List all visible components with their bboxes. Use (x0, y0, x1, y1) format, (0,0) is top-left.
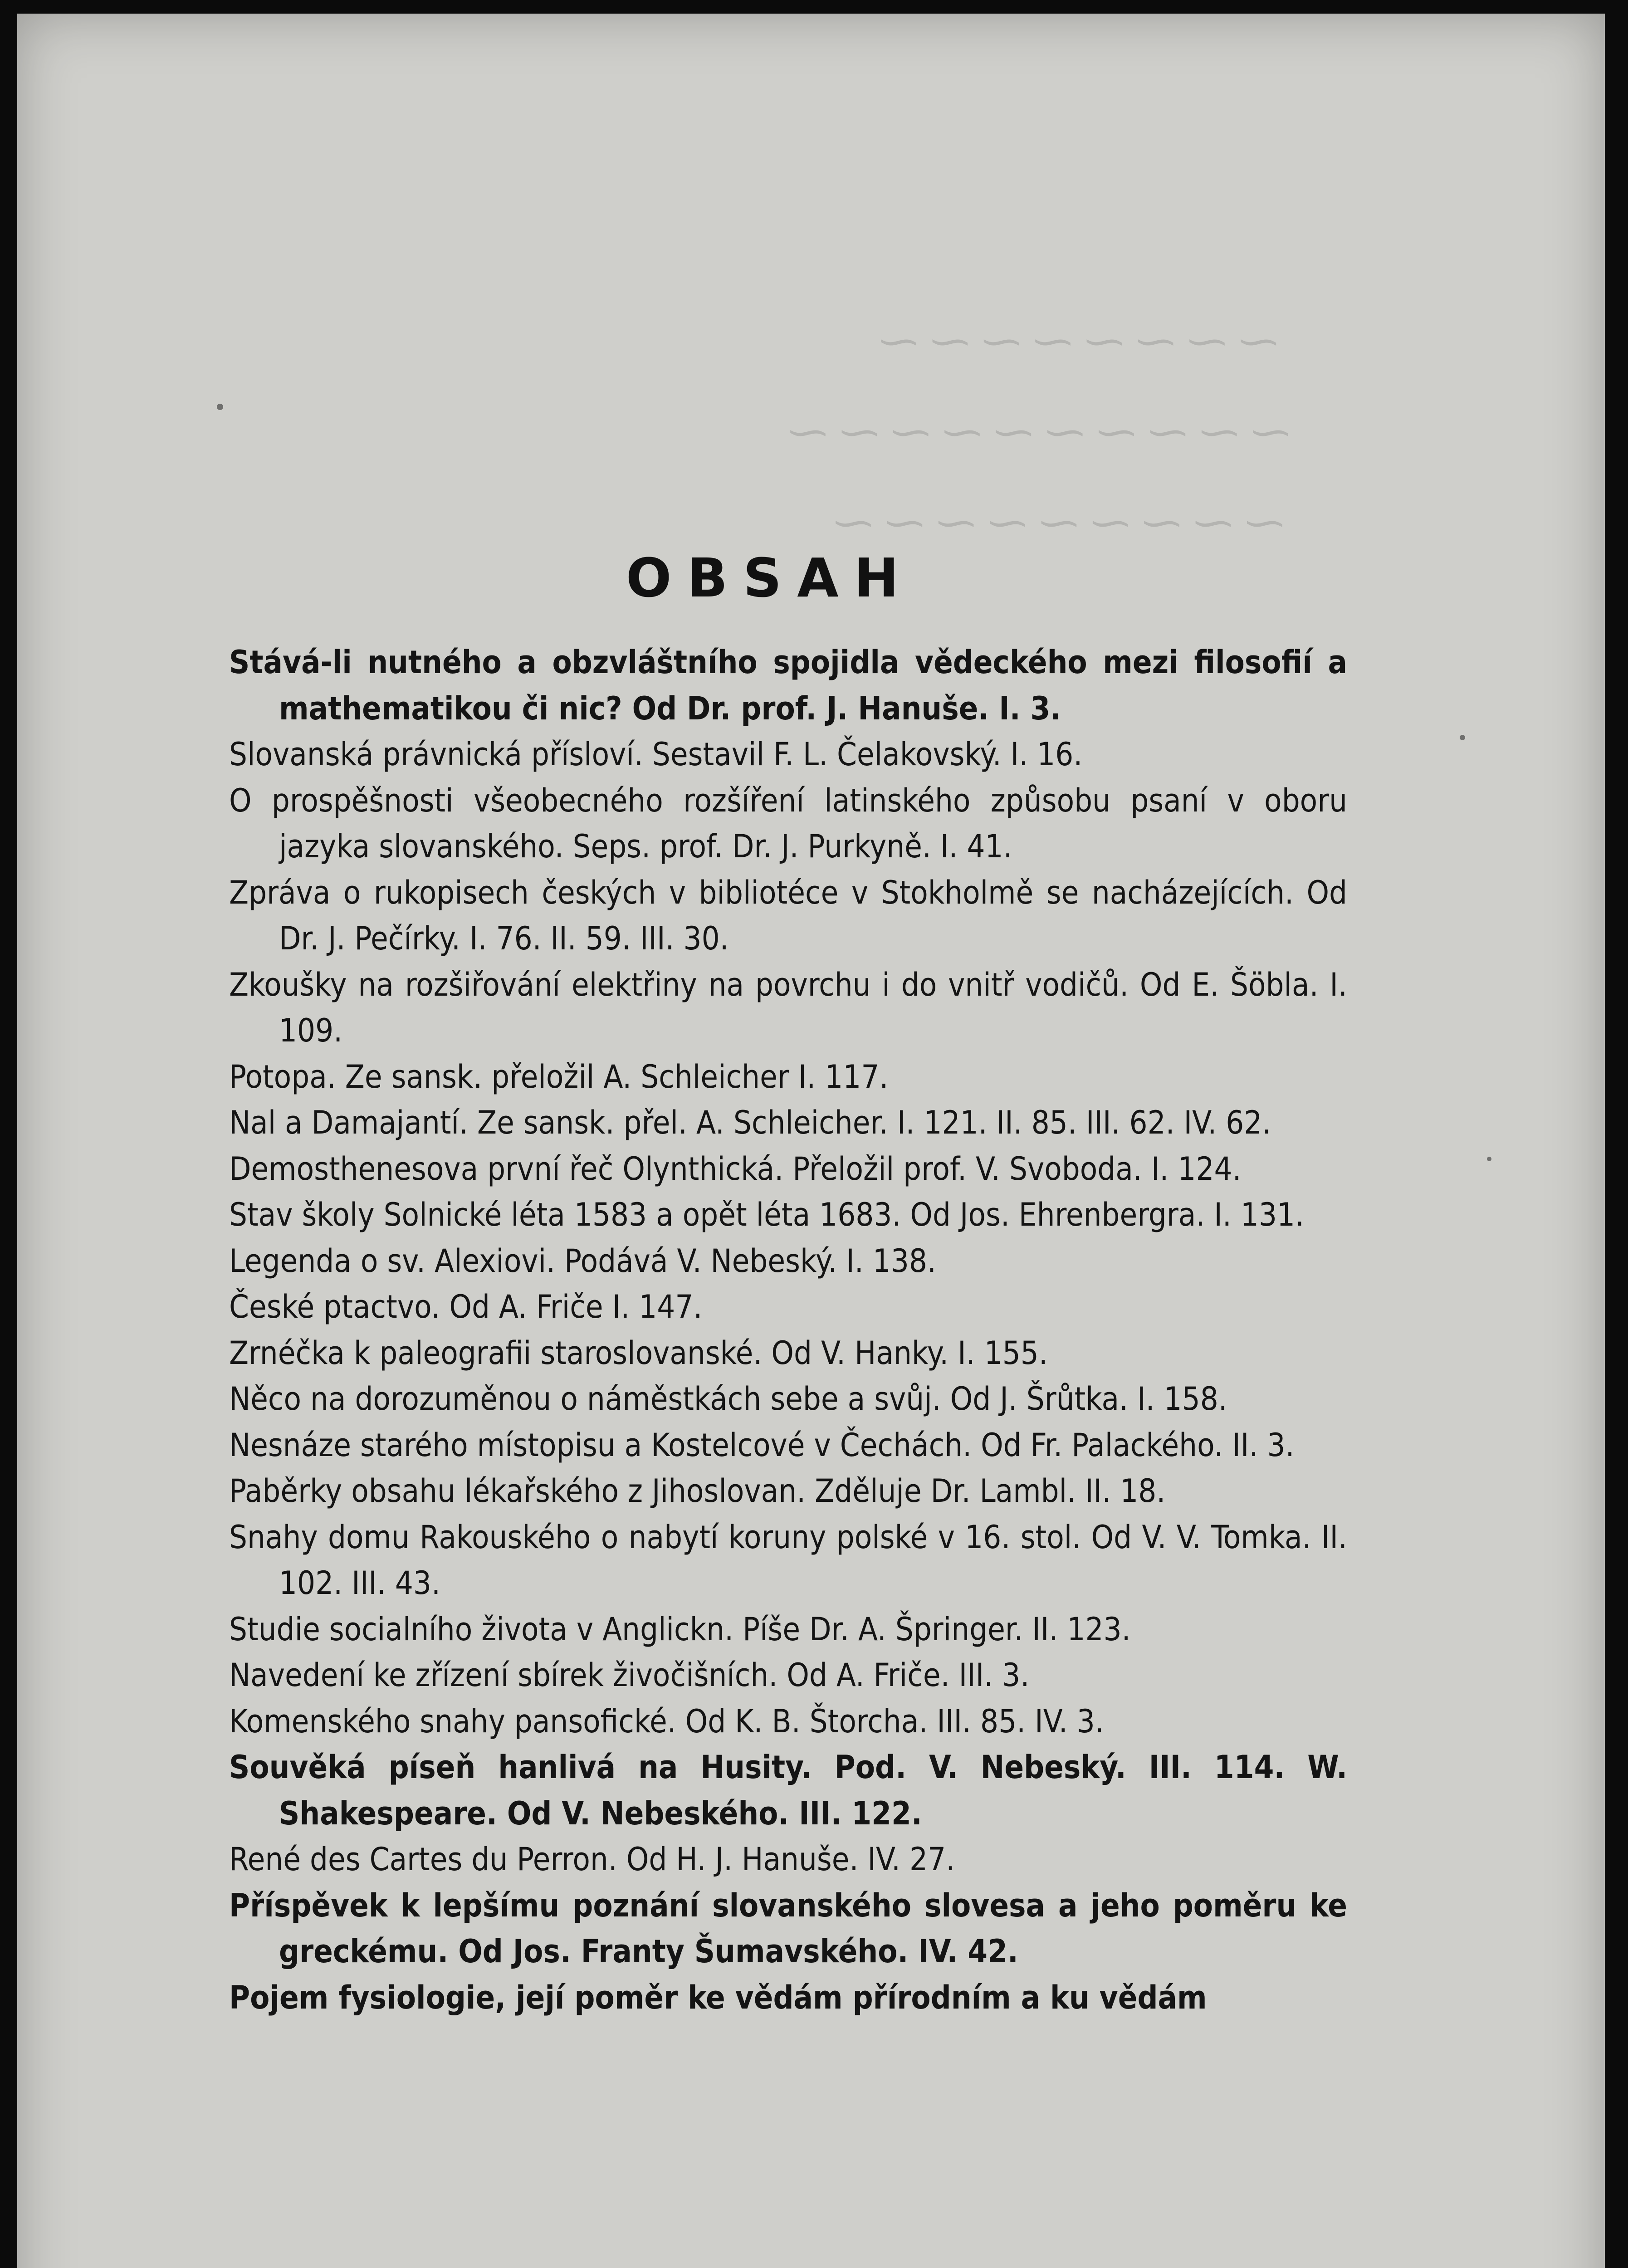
page-title: OBSAH (626, 547, 914, 609)
toc-entry: Legenda o sv. Alexiovi. Podává V. Nebeský. I. 138. (229, 1242, 936, 1280)
ink-speck (1487, 1157, 1491, 1161)
toc-entry: Zpráva o rukopisech českých v bibliotéce v Stokholmě se nacházejících. Od Dr. J. Pečírky. I. 76. II. 59. III. 30. (229, 874, 1347, 957)
toc-entry: Potopa. Ze sansk. přeložil A. Schleicher I. 117. (229, 1058, 889, 1095)
show-through-text: ⁓ ⁓ ⁓ ⁓ ⁓ ⁓ ⁓ ⁓ (879, 319, 1278, 364)
toc-entry: Stav školy Solnické léta 1583 a opět léta 1683. Od Jos. Ehrenbergra. I. 131. (229, 1196, 1305, 1233)
toc-entry: České ptactvo. Od A. Friče I. 147. (229, 1288, 703, 1325)
show-through-text: ⁓ ⁓ ⁓ ⁓ ⁓ ⁓ ⁓ ⁓ ⁓ (834, 500, 1284, 546)
toc-entry: Slovanská právnická přísloví. Sestavil F. L. Čelakovský. I. 16. (229, 736, 1083, 773)
toc-entry: René des Cartes du Perron. Od H. J. Hanuše. IV. 27. (229, 1841, 955, 1878)
toc-entry: Pojem fysiologie, její poměr ke vědám přírodním a ku vědám (229, 1979, 1207, 2016)
ink-speck (217, 404, 223, 410)
toc-entry: Příspěvek k lepšímu poznání slovanského slovesa a jeho poměru ke greckému. Od Jos. Franty Šumavského. IV. 42. (229, 1887, 1347, 1970)
toc-entry: Něco na dorozuměnou o náměstkách sebe a svůj. Od J. Šrůtka. I. 158. (229, 1380, 1227, 1418)
toc-entry: Navedení ke zřízení sbírek živočišních. Od A. Friče. III. 3. (229, 1657, 1030, 1694)
toc-entry: Zrnéčka k paleografii staroslovanské. Od V. Hanky. I. 155. (229, 1334, 1048, 1372)
toc-entry: Nesnáze starého místopisu a Kostelcové v Čechách. Od Fr. Palackého. II. 3. (229, 1426, 1295, 1464)
toc-entry: O prospěšnosti všeobecného rozšíření latinského způsobu psaní v oboru jazyka slovanského. Seps. prof. Dr. J. Purkyně. I. 41. (229, 782, 1347, 865)
toc-entry: Studie socialního života v Anglickn. Píše Dr. A. Špringer. II. 123. (229, 1610, 1131, 1648)
toc-entry: Zkoušky na rozšiřování elektřiny na povrchu i do vnitř vodičů. Od E. Šöbla. I. 109. (229, 966, 1347, 1049)
toc-entry: Souvěká píseň hanlivá na Husity. Pod. V. Nebeský. III. 114. W. Shakespeare. Od V. Nebeského. III. 122. (229, 1749, 1347, 1832)
toc-entry: Nal a Damajantí. Ze sansk. přel. A. Schleicher. I. 121. II. 85. III. 62. IV. 62. (229, 1104, 1271, 1141)
toc-entry: Komenského snahy pansofické. Od K. B. Štorcha. III. 85. IV. 3. (229, 1702, 1104, 1740)
table-of-contents (229, 640, 1347, 2021)
ink-speck (1460, 735, 1465, 740)
toc-entry: Paběrky obsahu lékařského z Jihoslovan. Zděluje Dr. Lambl. II. 18. (229, 1472, 1166, 1510)
toc-entry: Demosthenesova první řeč Olynthická. Přeložil prof. V. Svoboda. I. 124. (229, 1150, 1242, 1188)
toc-entry: Snahy domu Rakouského o nabytí koruny polské v 16. stol. Od V. V. Tomka. II. 102. III. 43. (229, 1518, 1347, 1602)
show-through-text: ⁓ ⁓ ⁓ ⁓ ⁓ ⁓ ⁓ ⁓ ⁓ ⁓ (788, 410, 1291, 455)
toc-entry: Stává-li nutného a obzvláštního spojidla vědeckého mezi filosofií a mathematikou či nic? Od Dr. prof. J. Hanuše. I. 3. (229, 644, 1347, 727)
